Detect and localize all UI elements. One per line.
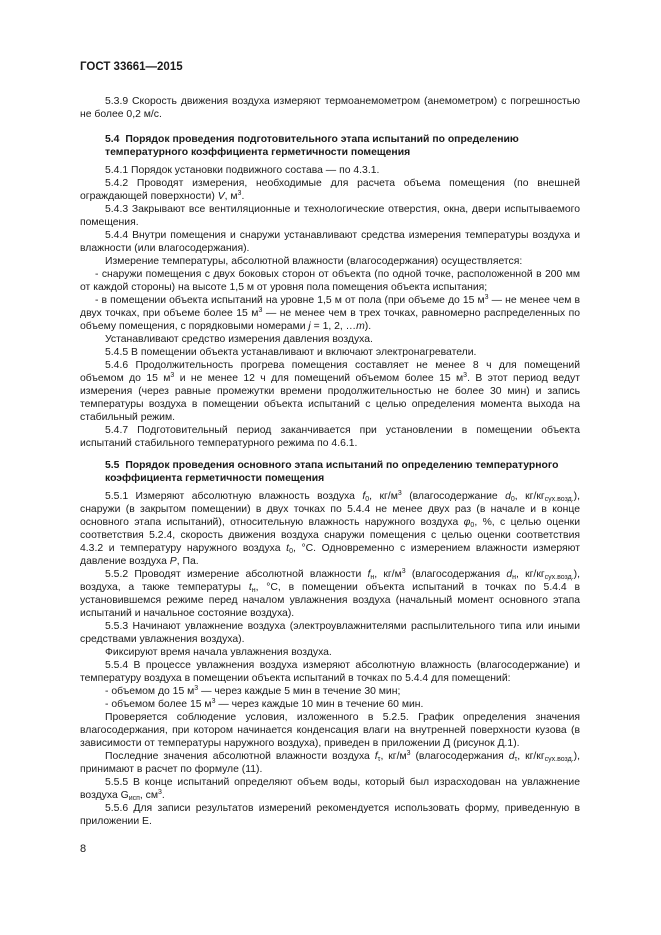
paragraph-final-values [80, 750, 580, 776]
paragraph-5-4-3: 5.4.3 Закрывают все вентиляционные и технологические отверстия, окна, двери испытываемого помещения. [80, 204, 580, 228]
text-run: — через каждые 10 мин в течение 60 мин. [215, 699, 424, 710]
paragraph-5-5-2 [80, 568, 580, 620]
text-run: , кг/м [369, 491, 398, 502]
subscript: сух.возд. [544, 756, 574, 763]
text-run: (влагосодержания [410, 751, 509, 762]
document-body [80, 95, 580, 828]
paragraph-condition-check: Проверяется соблюдение условия, изложенного в 5.2.5. График определения значения влагосодержания, при котором начинается конденсация влаги на внутренней поверхности кузова (в зависимости от температуры наружного воздуха), приведен в приложении Д (рисунок Д.1). [80, 712, 580, 749]
text-run: , °С, в помещении объекта испытаний в точках по 5.4.4 в установившемся режиме перед началом увлажнения воздуха (начальный момент основного этапа испытаний и начальное состояние воздуха). [80, 582, 580, 619]
text-run: 5.5.1 Измеряют абсолютную влажность воздуха [105, 491, 363, 502]
text-run: - объемом более 15 м [105, 699, 212, 710]
section-title: Порядок проведения подготовительного этапа испытаний по определению температурного коэффициента герметичности помещения [105, 134, 519, 158]
subscript: сух.возд. [544, 574, 574, 581]
paragraph-measurement-intro: Измерение температуры, абсолютной влажности (влагосодержания) осуществляется: [105, 256, 523, 267]
paragraph-5-4-1: 5.4.1 Порядок установки подвижного состава — по 4.3.1. [105, 165, 380, 176]
symbol-t: t [248, 582, 252, 593]
paragraph-5-5-4: 5.5.4 В процессе увлажнения воздуха измеряют абсолютную влажность (влагосодержание) и температуру воздуха в помещении объекта испытаний в точках по 5.4.4 для помещений: [80, 660, 580, 684]
text-run: , см [139, 790, 159, 801]
text-run: — не менее чем в двух точках, при объеме более 15 м [80, 295, 580, 319]
superscript: 3 [484, 294, 489, 301]
text-run: (влагосодержание [401, 491, 506, 502]
symbol-d: d [506, 569, 513, 580]
superscript: 3 [237, 190, 242, 197]
symbol-d: d [505, 491, 511, 502]
subscript: исп [128, 795, 140, 802]
text-run: ), снаружи (в закрытом помещении) в двух точках по 5.4.4 не менее двух раз (в начале и в конце основного этапа испытаний), относительную влажность наружного воздуха [80, 491, 581, 528]
text-run: = 1, 2, … [310, 321, 357, 332]
text-run: , °С. Одновременно с измерением влажности измеряют давление воздуха [80, 543, 580, 567]
text-run: , кг/кг [514, 491, 545, 502]
subscript: 0 [289, 548, 293, 555]
text-run: — не менее чем в трех точках, равномерно распределенных по объему помещения, с порядковыми номерами [80, 308, 581, 332]
text-run: 5.5.2 Проводят измерение абсолютной влажности [105, 569, 368, 580]
subscript: 0 [365, 496, 370, 503]
text-run: 5.5.5 В конце испытаний определяют объем воды, который был израсходован на увлажнение воздуха G [80, 777, 580, 801]
paragraph-5-4-2 [80, 177, 580, 203]
superscript: 3 [463, 372, 468, 379]
superscript: 3 [406, 750, 411, 757]
paragraph-5-5-1 [80, 490, 580, 568]
text-run: , кг/м [380, 751, 407, 762]
section-heading-5-5 [80, 459, 580, 485]
symbol-f: f [362, 491, 366, 502]
text-run: 5.4.2 Проводят измерения, необходимые для расчета объема помещения (по внешней ограждающей поверхности) [80, 178, 580, 202]
paragraph-5-5-6: 5.5.6 Для записи результатов измерений рекомендуется использовать форму, приведенную в приложении Е. [80, 803, 580, 827]
paragraph-5-5-5 [80, 776, 580, 802]
superscript: 3 [194, 685, 199, 692]
text-run: , кг/м [374, 569, 402, 580]
superscript: 3 [170, 372, 175, 379]
symbol-f: f [367, 569, 371, 580]
paragraph-start-time: Фиксируют время начала увлажнения воздуха. [105, 647, 332, 658]
text-run: . [241, 191, 245, 202]
subscript: н [251, 587, 256, 594]
subscript: н [512, 574, 516, 581]
subscript: 0 [470, 522, 475, 529]
text-run: . В этот период ведут измерения (через равные промежутки времени продолжительностью не более 30 мин) и запись температуры воздуха в помещении объекта испытаний с целью определения момента выхода на стабильный режим. [80, 373, 581, 423]
text-run: и не менее 12 ч для помещений объемом более 15 м [174, 373, 464, 384]
list-item-outside: - снаружи помещения с двух боковых сторон от объекта (по одной точке, расположенной в 200 мм от каждой стороны) на высоте 1,5 м от уровня пола помещения объекта испытания; [80, 269, 580, 293]
paragraph-pressure: Устанавливают средство измерения давления воздуха. [105, 334, 373, 345]
list-item-small-volume [80, 685, 580, 698]
section-title: Порядок проведения основного этапа испытаний по определению температурного коэффициента герметичности помещения [105, 460, 559, 484]
text-run: ), принимают в расчет по формуле (11). [80, 751, 580, 775]
paragraph-5-3-9: 5.3.9 Скорость движения воздуха измеряют термоанемометром (анемометром) с погрешностью не более 0,2 м/с. [80, 96, 580, 120]
subscript: τ [514, 756, 518, 763]
symbol-phi: φ [463, 517, 471, 528]
symbol-f: f [374, 751, 378, 762]
symbol-p: P [169, 556, 177, 567]
text-run: , кг/кг [517, 751, 545, 762]
section-heading-5-4 [80, 133, 580, 159]
text-run: . [161, 790, 165, 801]
text-run: , Па. [176, 556, 199, 567]
superscript: 3 [211, 698, 216, 705]
list-item-large-volume [80, 698, 580, 711]
section-number: 5.4 [105, 134, 120, 145]
text-run: ). [364, 321, 372, 332]
page-number: 8 [80, 843, 87, 855]
text-run: 5.4.6 Продолжительность прогрева помещения составляет не менее 8 ч для помещений объемом до 15 м [80, 360, 580, 384]
symbol-d: d [508, 751, 515, 762]
superscript: 3 [397, 490, 402, 497]
paragraph-5-4-7: 5.4.7 Подготовительный период заканчивается при установлении в помещении объекта испытаний стабильного температурного режима по 4.6.1. [80, 425, 580, 449]
document-header: ГОСТ 33661—2015 [80, 61, 183, 73]
text-run: ), воздуха, а также температуры [80, 569, 580, 593]
list-item-inside [80, 294, 580, 333]
superscript: 3 [258, 307, 263, 314]
text-run: - в помещении объекта испытаний на уровне 1,5 м от пола (при объеме до 15 м [95, 295, 485, 306]
paragraph-5-4-4: 5.4.4 Внутри помещения и снаружи устанавливают средства измерения температуры воздуха и влажности (или влагосодержания). [80, 230, 580, 254]
paragraph-5-4-5: 5.4.5 В помещении объекта устанавливают и включают электронагреватели. [105, 347, 477, 358]
subscript: н [370, 574, 375, 581]
symbol-t: t [286, 543, 290, 554]
subscript: 0 [510, 496, 515, 503]
paragraph-5-4-6 [80, 359, 580, 424]
symbol-volume: V [217, 191, 225, 202]
section-number: 5.5 [105, 460, 120, 471]
subscript: сух.возд. [544, 496, 574, 503]
paragraph-5-5-3: 5.5.3 Начинают увлажнение воздуха (электроувлажнителями распылительного типа или иными средствами увлажнения воздуха). [80, 621, 580, 645]
symbol-j: j [308, 321, 311, 332]
text-run: - объемом до 15 м [105, 686, 195, 697]
symbol-m: m [356, 321, 365, 332]
text-run: , %, с целью оценки соответствия 5.2.4, скорость движения воздуха снаружи помещения с целью оценки соответствия 4.3.2 и температуру наружного воздуха [80, 517, 581, 554]
text-run: , м [224, 191, 238, 202]
subscript: τ [377, 756, 381, 763]
text-run: Последние значения абсолютной влажности воздуха [105, 751, 375, 762]
text-run: — через каждые 5 мин в течение 30 мин; [198, 686, 401, 697]
superscript: 3 [401, 568, 406, 575]
superscript: 3 [158, 789, 162, 796]
text-run: , кг/кг [516, 569, 545, 580]
text-run: (влагосодержания [405, 569, 507, 580]
